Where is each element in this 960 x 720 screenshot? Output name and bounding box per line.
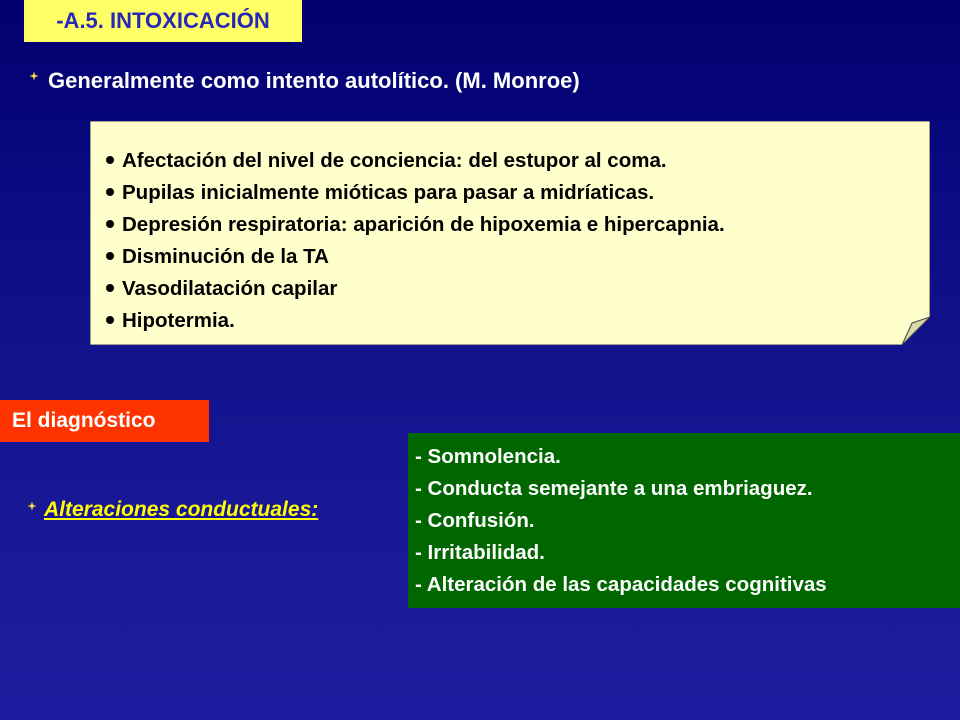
- symptoms-list: [106, 145, 725, 337]
- slide-title: -A.5. INTOXICACIÓN: [24, 0, 302, 42]
- filled-circle-icon: [106, 188, 114, 196]
- filled-circle-icon: [106, 220, 114, 228]
- list-item: - Confusión.: [415, 509, 535, 532]
- filled-circle-icon: [106, 156, 114, 164]
- list-item: - Alteración de las capacidades cognitivas: [415, 573, 827, 596]
- list-item: Afectación del nivel de conciencia: del estupor al coma.: [106, 145, 725, 177]
- filled-circle-icon: [106, 316, 114, 324]
- filled-circle-icon: [106, 284, 114, 292]
- list-item: Disminución de la TA: [106, 241, 725, 273]
- filled-circle-icon: [106, 252, 114, 260]
- list-item: Depresión respiratoria: aparición de hipoxemia e hipercapnia.: [106, 209, 725, 241]
- symptoms-note: [90, 121, 930, 345]
- list-item: - Irritabilidad.: [415, 541, 545, 564]
- intro-text: Generalmente como intento autolítico. (M. Monroe): [48, 68, 580, 93]
- diagnosis-label: El diagnóstico: [0, 400, 209, 442]
- sparkle-bullet-icon: [30, 72, 38, 80]
- list-item: Vasodilatación capilar: [106, 273, 725, 305]
- list-item: Hipotermia.: [106, 305, 725, 337]
- list-item: Pupilas inicialmente mióticas para pasar a midríaticas.: [106, 177, 725, 209]
- behavioral-box: [408, 433, 960, 608]
- list-item: - Somnolencia.: [415, 445, 561, 468]
- sparkle-bullet-icon: [28, 502, 36, 510]
- behavioral-label: Alteraciones conductuales:: [44, 498, 319, 521]
- list-item: - Conducta semejante a una embriaguez.: [415, 477, 813, 500]
